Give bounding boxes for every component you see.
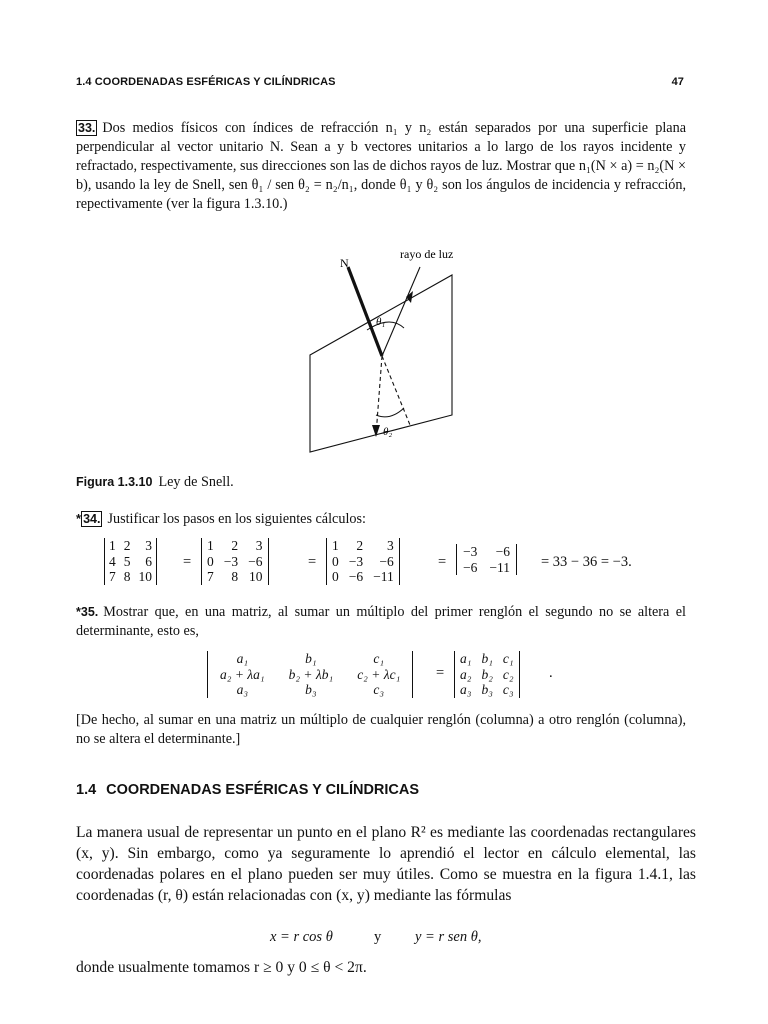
matrix-row — [105, 538, 156, 554]
exercise-35-text: Mostrar que, en una matriz, al sumar un múltiplo del primer renglón el segundo no se altera el determinante, esto es, — [76, 604, 686, 639]
matrix-cell: −3 — [463, 544, 478, 559]
matrix-cell: −11 — [373, 569, 394, 584]
matrix-cell: 5 — [123, 553, 131, 569]
matrix-cell: 1 — [332, 538, 339, 553]
matrix-cell: 6 — [145, 553, 152, 569]
determinant-3 — [326, 538, 400, 585]
determinant-4 — [456, 544, 517, 575]
matrix-cell: a₁ — [460, 651, 472, 666]
snell-figure — [300, 245, 490, 455]
matrix-row — [202, 569, 268, 585]
matrix-cell: c₃ — [373, 682, 385, 697]
section-heading — [76, 782, 429, 798]
matrix-row — [208, 651, 412, 667]
matrix-cell: a₂ + λa₁ — [220, 666, 265, 682]
matrix-row — [455, 651, 519, 667]
matrix-cell: 8 — [123, 569, 131, 584]
matrix-cell: 2 — [356, 538, 364, 553]
matrix-cell: −6 — [495, 544, 510, 559]
label-ray: rayo de luz — [400, 247, 454, 261]
formula-y: y = r sen θ, — [415, 929, 482, 945]
section-paragraph-1: La manera usual de representar un punto en el plano R² es mediante las coordenadas rectangulares (x, y). Sin embargo, como ya seguramente lo aprendió el lector en cálculo elemental, las coordenadas polares en el plano pueden ser muy útiles. Como se muestra en la figura 1.4.1, las coordenadas (r, θ) están relacionadas con (x, y) mediante las fórmulas — [76, 824, 696, 904]
matrix-cell: c₂ + λc₁ — [357, 666, 401, 682]
matrix-cell: b₁ — [481, 651, 493, 666]
matrix-cell: 1 — [109, 538, 116, 553]
matrix-cell: 0 — [332, 553, 339, 569]
exercise-33-text: Dos medios físicos con índices de refracción n₁ y n₂ están separados por una superficie plana perpendicular al vector unitario N. Sean a y b vectores unitarios a lo largo de los rayos incidente y refractado, respectivamente, sus direcciones son las de dichos rayos de luz. Mostrar que n₁(N × a) = n₂(N × b), usando la ley de Snell, sen θ₁ / sen θ₂ = n₂/n₁, donde θ₁ y θ₂ son los ángulos de incidencia y refracción, repectivamente (ver la figura 1.3.10.) — [76, 120, 686, 212]
matrix-row — [455, 667, 519, 683]
matrix-cell: −6 — [463, 559, 478, 575]
caption-text: Ley de Snell. — [158, 474, 234, 490]
matrix-cell: 10 — [138, 569, 152, 584]
matrix-cell: a₃ — [460, 682, 472, 697]
determinant-2 — [201, 538, 269, 585]
exercise-34 — [76, 509, 686, 529]
matrix-cell: a₃ — [236, 682, 249, 697]
exercise-34-text: Justificar los pasos en los siguientes cálculos: — [107, 511, 366, 527]
determinant-left — [207, 651, 413, 698]
matrix-cell: 4 — [109, 553, 116, 569]
matrix-cell: 3 — [387, 538, 394, 553]
matrix-cell: 10 — [249, 569, 263, 584]
normal-vector-N — [348, 267, 382, 356]
matrix-cell: −6 — [379, 553, 394, 569]
matrix-row — [105, 554, 156, 570]
exercise-33 — [76, 119, 686, 214]
equals-1: = — [183, 554, 192, 570]
matrix-cell: b₂ — [481, 666, 493, 682]
matrix-cell: −3 — [223, 553, 239, 569]
label-theta1: θ₁ — [376, 316, 386, 328]
refracted-ray — [376, 356, 382, 435]
matrix-cell: 2 — [231, 538, 239, 553]
matrix-cell: c₂ — [502, 666, 514, 682]
formula-x: x = r cos θ — [270, 929, 333, 945]
period-35: . — [549, 665, 553, 681]
matrix-cell: b₁ — [305, 651, 317, 666]
matrix-row — [105, 569, 156, 585]
caption-number: Figura 1.3.10 — [76, 475, 153, 489]
matrix-row — [327, 569, 399, 585]
section-paragraph-2: donde usualmente tomamos r ≥ 0 y 0 ≤ θ < 2π. — [76, 959, 367, 976]
matrix-cell: 0 — [332, 569, 339, 584]
matrix-cell: 7 — [109, 569, 116, 584]
exercise-35 — [76, 603, 686, 641]
exercise-34-number: 34. — [83, 512, 101, 526]
matrix-row — [202, 538, 268, 554]
matrix-cell: −6 — [348, 569, 364, 584]
matrix-cell: −3 — [348, 553, 364, 569]
matrix-cell: c₃ — [502, 682, 514, 697]
matrix-cell: c₁ — [373, 651, 385, 666]
matrix-cell: −6 — [248, 553, 263, 569]
matrix-cell: b₂ + λb₁ — [288, 666, 334, 682]
determinant-1 — [104, 538, 157, 585]
matrix-cell: 3 — [255, 538, 263, 553]
section-number: 1.4 — [76, 782, 97, 798]
matrix-cell: b₃ — [305, 682, 317, 697]
header-section: 1.4 COORDENADAS ESFÉRICAS Y CILÍNDRICAS — [76, 76, 336, 88]
matrix-cell: 7 — [207, 569, 214, 584]
page-number: 47 — [671, 76, 684, 88]
result-34: = 33 − 36 = −3. — [541, 554, 632, 570]
matrix-cell: 1 — [207, 538, 214, 553]
matrix-cell: 3 — [145, 538, 152, 553]
matrix-row — [208, 667, 412, 683]
matrix-cell: 2 — [123, 538, 131, 553]
matrix-cell: a₂ — [460, 666, 472, 682]
exercise-33-number: 33. — [78, 121, 96, 135]
exercise-35-note: [De hecho, al sumar en una matriz un múltiplo de cualquier renglón (columna) a otro renglón (columna), no se altera el determinante.] — [76, 712, 686, 747]
matrix-row — [327, 538, 399, 554]
formula-connector: y — [374, 929, 382, 945]
matrix-row — [208, 682, 412, 698]
matrix-cell: 0 — [207, 553, 214, 569]
figure-caption — [76, 474, 234, 491]
matrix-cell: c₁ — [502, 651, 514, 666]
matrix-cell: 8 — [231, 569, 239, 584]
matrix-cell: a₁ — [236, 651, 249, 666]
matrix-cell: b₃ — [481, 682, 493, 697]
exercise-34-star: * — [76, 511, 82, 526]
equals-3: = — [438, 554, 447, 570]
determinant-right — [454, 651, 520, 698]
matrix-cell: −11 — [489, 559, 510, 575]
theta2-arc — [376, 408, 404, 417]
matrix-row — [202, 554, 268, 570]
matrix-row — [457, 560, 516, 576]
equals-35: = — [436, 665, 445, 681]
running-header — [76, 76, 684, 88]
label-theta2: θ₂ — [383, 426, 393, 438]
matrix-row — [327, 554, 399, 570]
matrix-row — [455, 682, 519, 698]
matrix-row — [457, 544, 516, 560]
equals-2: = — [308, 554, 317, 570]
label-N: N — [340, 256, 349, 270]
exercise-35-number: *35. — [76, 605, 99, 619]
normal-extension — [382, 356, 410, 425]
section-title: COORDENADAS ESFÉRICAS Y CILÍNDRICAS — [106, 782, 420, 798]
